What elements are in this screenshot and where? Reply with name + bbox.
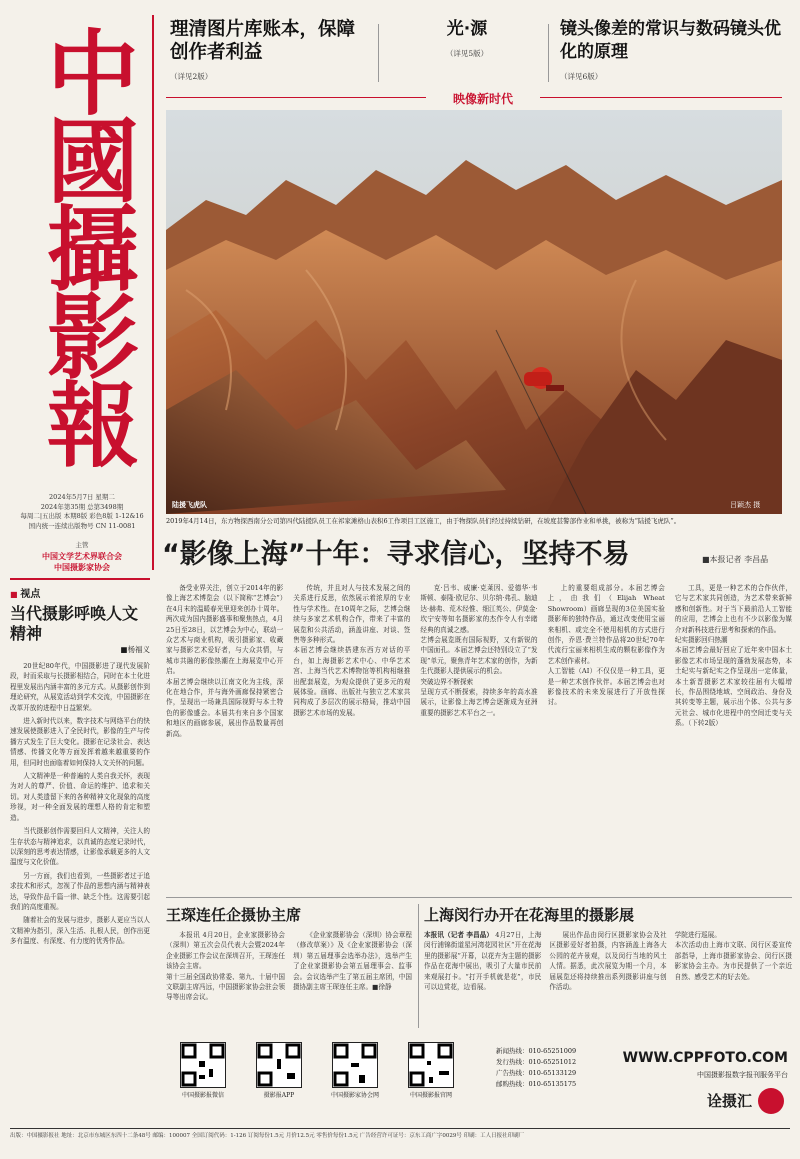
viewpoint-paragraph: 人文精神是一种普遍的人类自我关怀，表现为对人的尊严、价值、命运的维护、追求和关切。对人类遗留下来的各种精神文化现象的高度珍视，对一种全面发展的理想人格的肯定和塑造。 <box>10 772 150 822</box>
section-label: ■ 视点 <box>10 585 150 600</box>
footer-qr-row <box>166 1038 792 1124</box>
viewpoint-paragraph: 进入新时代以来，数字技术与网络平台的快速发展使摄影进入了全民时代，影像的生产与传播方式发生了巨大变化。摄影在记录社会、表达情感、传播文化等方面发挥着越来越重要的作用，但同时也面临着如何保持人文关怀的问题。 <box>10 717 150 767</box>
masthead-divider <box>152 15 154 570</box>
sponsor-2: 中国摄影家协会 <box>54 561 110 572</box>
lower-right-article <box>424 904 792 992</box>
headline-title[interactable]: “影像上海”十年：寻求信心，坚持不易 <box>162 539 630 570</box>
lower-right-column: 学院进行巡展。 本次活动由上海市文联、闵行区委宣传部指导，上海市摄影家协会、闵行区摄影家协会主办。为市民提供了一个亲近自然、感受艺术的好去处。 <box>674 931 792 981</box>
teaser-divider <box>548 24 549 82</box>
issue-schedule: 每周二|五出版 本期8版 彩色8版 1-12&16 <box>20 512 144 520</box>
viewpoint-paragraph: 随着社会的发展与进步，摄影人更应当以人文精神为指引，深入生活、扎根人民，创作出更多有温度、有深度、有力度的优秀作品。 <box>10 916 150 946</box>
contact-list <box>496 1046 576 1090</box>
qr-label: 摄影报APP <box>263 1092 295 1099</box>
headline-byline: ■本报记者 李昌晶 <box>702 555 769 564</box>
qr-code-icon[interactable] <box>332 1042 378 1088</box>
teaser-2-title: 光·源 <box>446 19 488 39</box>
article-column: 传统，并且对人与技术发展之间的关系进行反思，依然展示着浓厚的专业性与学术性。在10周年之际，艺博会继续与多家艺术机构合作，带来了丰富的展览和公共活动，涵盖讲座、对谈、签售等多种形式。 本届艺博会继续搭建东西方对话的平台，如上海摄影艺术中心、中华艺术宫、上海当代艺术博物馆等机构相继推出配套展览，为观众提供了更多元的观展体验。画廊、出版社与独立艺术家共同构成了多层次的展示格局，推动中国摄影艺术市场的发展。 <box>293 584 411 717</box>
sponsor-label: 主管 <box>75 541 89 549</box>
tag-rule-right <box>540 97 782 98</box>
brand-name: 诠摄汇 <box>706 1092 752 1110</box>
lower-left-title[interactable]: 王琛连任企摄协主席 <box>166 906 302 924</box>
photo-caption: 2019年4月14日，东方物探西南分公司第四代陆援队员工在祁家滩格山表积6工作项目工区施工，由于物探队员们经过持续钻研，在坡度甚警部作业和单挑，被称为“陆援飞虎队”。 <box>166 517 681 525</box>
qr-code-icon[interactable] <box>256 1042 302 1088</box>
article-column: 克·吕韦、威廉·克莱因、爱德华·韦斯顿、泰隆·欧尼尔、贝尔纳·弗孔、脑迪达·赫弗、荒木经惟、细江英公、伊莫金·坎宁安等知名摄影家的杰作令人有幸睹经典的真诚之感。 艺博会展览既有国际视野，又有新锐的中国面孔。本届艺博会还特别设立了“发现”单元，聚焦青年艺术家的创作，为新生代摄影人提供展示的机会。 突破边界不断探索 呈现方式不断探索，持续多年的高水准展示，让影像上海艺博会逐渐成为亚洲重要的摄影艺术平台之一。 <box>420 584 538 717</box>
lower-right-column: 展出作品由闵行区摄影家协会及社区摄影爱好者拍摄，内容涵盖上海各大公园的花卉景观，以及闵行当地的风土人情。据悉，此次展览为期一个月，本届展览还将持续推出系列摄影讲座与创作活动。 <box>549 931 667 992</box>
lead-photo[interactable] <box>166 110 782 514</box>
lower-section <box>166 897 792 1033</box>
left-column <box>10 578 150 1098</box>
issue-number: 2024年第35期 总第3498期 <box>40 502 124 511</box>
contact-line: 广告热线：010-65133129 <box>496 1069 577 1077</box>
newspaper-logo: 中國攝影報 <box>32 25 140 465</box>
teaser-1-title: 理清图片库账本，保障创作者利益 <box>170 19 356 63</box>
viewpoint-paragraph: 当代摄影创作需要回归人文精神，关注人的生存状态与精神追求，以真诚的态度记录时代，以深刻的思考表达情感，让影像承载更多的人文温度与文化价值。 <box>10 827 150 867</box>
lower-divider <box>418 904 419 1028</box>
lower-left-column: 《企业家摄影协会（深圳）协会章程（修改草案）》及《企业家摄影协会（深圳）第五届理事会选举办法》，选举产生了企业家摄影协会第五届理事会、监事会。会议选举产生了第五届主席团，中国摄协副主席王琛连任主席。■徐静 <box>293 931 412 992</box>
teaser-2-ref: （详见5版） <box>445 49 489 58</box>
column-tag: 映像新时代 <box>452 92 513 106</box>
viewpoint-paragraph: 20世纪80年代，中国摄影进了现代发展阶段，时而采取与长摄影相结合，同时在本土化进程里发展出内涵丰富的多元方式。从摄影创作到理论研究，从展览活动到学术交流，中国摄影在改革开放的进程中日益繁荣。 <box>10 662 150 712</box>
lower-right-title[interactable]: 上海闵行办开在花海里的摄影展 <box>424 906 635 924</box>
teaser-bar <box>160 18 790 90</box>
tag-rule-left <box>166 97 426 98</box>
lower-right-text: 4月27日，上海闵行浦锦街道星河湾花园社区“开在花海里的摄影展”开幕，以花卉为主题的摄影作品在花海中展出，吸引了大量市民前来观展打卡。“打开手机就是花”，市民可以边赏花，边看展。 <box>424 931 542 992</box>
photo-credit: 吕颖杰 摄 <box>730 501 761 509</box>
website-subtitle: 中国摄影报数字报刊服务平台 <box>697 1071 788 1079</box>
photo-label: 陆援飞虎队 <box>172 501 207 509</box>
issue-info <box>18 493 146 573</box>
contact-line: 邮购热线：010-65135175 <box>496 1080 577 1088</box>
viewpoint-author: ■杨福义 <box>120 645 150 654</box>
canyon-landscape-image <box>166 110 782 514</box>
qr-label: 中国摄影家协会网 <box>330 1092 379 1099</box>
teaser-3-ref: （详见6版） <box>560 72 603 81</box>
teaser-2[interactable] <box>392 18 542 88</box>
qr-label: 中国摄影报微信 <box>181 1092 224 1099</box>
headline-block <box>162 536 792 574</box>
issue-date: 2024年5月7日 星期二 <box>49 493 115 501</box>
issue-cn: 国内统一连续出版物号 CN 11-0081 <box>28 521 136 530</box>
lower-left-article <box>166 904 412 1003</box>
contact-line: 发行热线：010-65251012 <box>496 1058 577 1066</box>
teaser-3-title: 镜头像差的常识与数码镜头优化的原理 <box>560 19 781 62</box>
article-column: 上的重要组成部分。本届艺博会上，由我们（Elijah Wheat Showroom）画廊呈现的3位美国实验摄影师的独特作品，通过改变使用宝丽来相机、或完全不使用相机的方式进行创作，乔恩·费兰特作品将20世纪70年代流行宝丽来相机生成的颗粒影像作为艺术创作素材。 人工智能（AI）不仅仅是一种工具，更是一种艺术创作伙伴。本届艺博会也对影像技术的未来发展进行了开放性探讨。 <box>547 584 665 707</box>
masthead <box>10 15 150 575</box>
qr-code-icon[interactable] <box>180 1042 226 1088</box>
imprint-bar: 出版：中国摄影报社 地址：北京市东城区东四十二条48号 邮编：100007 全国订阅代码：1-126 订阅每份1.5元 月价12.5元 零售价每份1.5元 广告经营许可证号：京东工商广字0029号 印刷：工人日报社印刷厂 <box>10 1128 790 1152</box>
website-link[interactable]: WWW.CPPFOTO.COM <box>622 1050 788 1066</box>
brand-logo-icon <box>758 1088 784 1114</box>
sponsor-1: 中国文学艺术界联合会 <box>42 550 122 561</box>
article-column: 备受业界关注，创立于2014年的影像上海艺术博览会（以下简称“艺博会”）在4月末的温暖春光里迎来创办十周年。两次成为国内摄影盛事和聚焦热点，4月25日至28日，以艺博会为中心，联动一众艺术与商业机构，吸引摄影家、收藏家与摄影艺术爱好者，与大众共情，与城市共融的影像热潮在上海展览中心开启。 本届艺博会继续以江南文化为主线，深化在地合作，并与海外画廊保持紧密合作，呈现出一场兼具国际视野与本土特色的影像盛会。本届共有来自多个国家和地区的画廊参展，展出作品数量再创新高。 <box>166 584 284 738</box>
main-article <box>166 583 792 891</box>
article-column: 工具，更是一种艺术的合作伙伴，它与艺术家共同创造，为艺术带来新鲜感和创新性。对于当下最前沿人工智能的应用，艺博会上也有不少以影像为媒介对新科技进行思考和探索的作品。 纪实摄影回归热潮 本届艺博会最好回应了近年来中国本土影像艺术市场呈现的蓬勃发展态势，本土纪实与新纪实之作呈现出一定体量，本土新晋摄影艺术家较往届有大幅增长，作品围绕地域、空间政治、身份及其转变等主题，展示出个体、公共与多元社会、城市化进程中的空间迁变与关系。（下转2版） <box>674 584 793 728</box>
teaser-1-ref: （详见2版） <box>170 72 213 81</box>
qr-label: 中国摄影报官网 <box>409 1092 452 1099</box>
viewpoint-title[interactable]: 当代摄影呼唤人文精神 <box>10 604 139 643</box>
teaser-3[interactable] <box>560 18 785 88</box>
contact-line: 新闻热线：010-65251009 <box>496 1047 577 1055</box>
viewpoint-paragraph: 另一方面，我们也看到，一些摄影者过于追求技术和形式，忽视了作品的思想内涵与精神表达，导致作品千篇一律、缺乏个性。这需要引起我们的高度重视。 <box>10 871 150 911</box>
lower-right-byline: 本报讯（记者 李昌晶） <box>424 931 494 939</box>
lower-left-column: 本报讯 4月20日，企业家摄影协会（深圳）第五次会员代表大会暨2024年企业摄影工作会议在深圳召开，王琛连任该协会主席。 第十三届全国政协常委、第九、十届中国文联副主席冯远，中国摄影家协会驻会领导等出席会议。 <box>166 931 285 1002</box>
teaser-1[interactable] <box>170 18 370 88</box>
lower-right-column <box>424 930 541 992</box>
teaser-divider <box>378 24 379 82</box>
qr-code-icon[interactable] <box>408 1042 454 1088</box>
